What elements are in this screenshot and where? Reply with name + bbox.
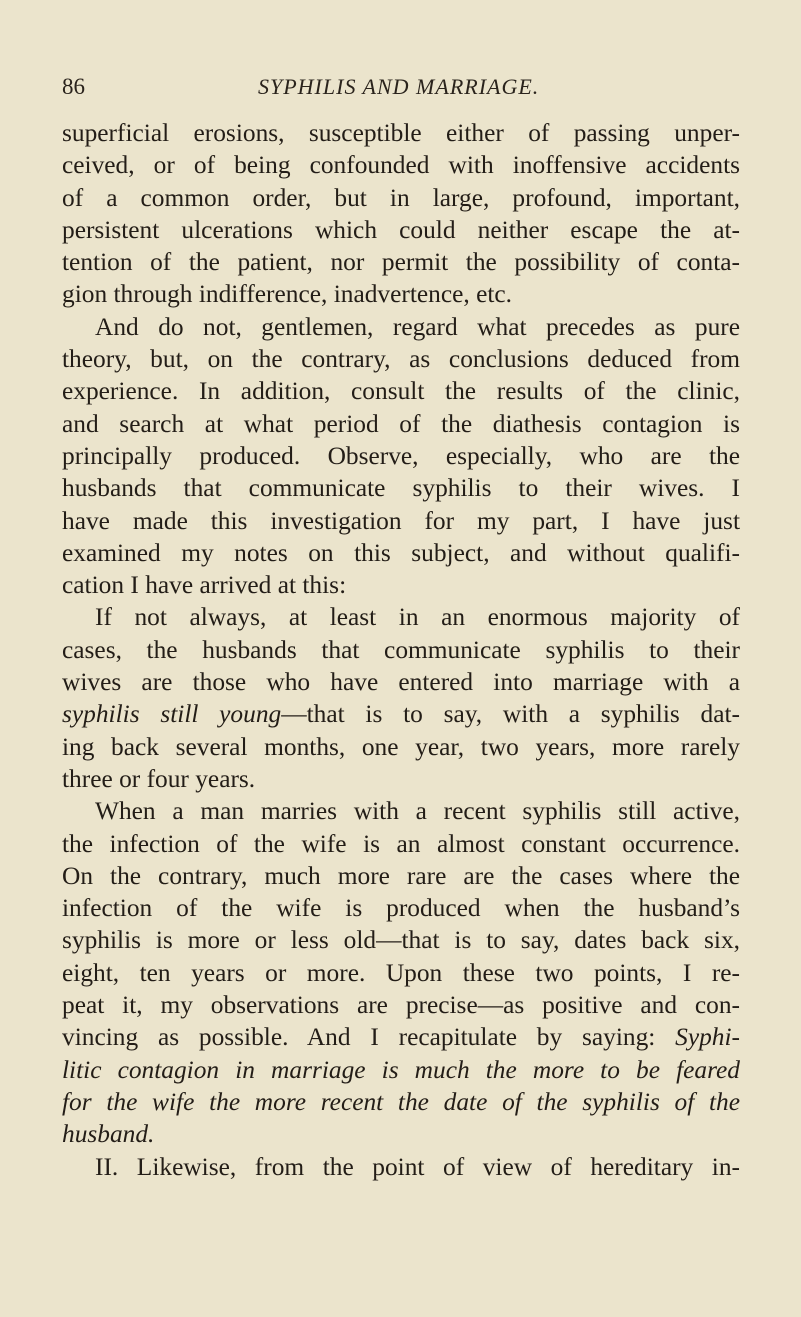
text-line: [62, 698, 740, 730]
text-segment: ceived, or of being confounded with inoffensive accidents: [62, 151, 740, 180]
text-line: [62, 1021, 740, 1053]
text-line: [62, 278, 740, 310]
page-number: 86: [62, 74, 85, 99]
text-segment: principally produced. Observe, especially, who are the: [62, 441, 740, 470]
text-line: [62, 795, 740, 827]
text-line: [62, 569, 740, 601]
text-segment: vincing as possible. And I recapitulate by saying:: [62, 1023, 676, 1052]
text-segment: theory, but, on the contrary, as conclusions deduced from: [62, 345, 740, 374]
body-text: [62, 117, 740, 1183]
text-segment: persistent ulcerations which could neither escape the at-: [62, 215, 740, 244]
text-segment: When a man marries with a recent syphilis still active,: [95, 797, 740, 826]
italic-text: litic contagion in marriage is much the more to be feared: [62, 1055, 740, 1084]
text-line: [62, 246, 740, 278]
text-line: [62, 117, 740, 149]
text-line: [62, 214, 740, 246]
page-header: [62, 74, 742, 114]
text-line: [62, 892, 740, 924]
text-line: [62, 957, 740, 989]
text-line: [62, 763, 740, 795]
text-segment: and search at what period of the diathesis contagion is: [62, 409, 740, 438]
text-line: [62, 828, 740, 860]
text-segment: peat it, my observations are precise—as positive and con-: [62, 991, 740, 1020]
italic-text: Syphi-: [675, 1023, 740, 1052]
text-line: [62, 634, 740, 666]
text-line: [62, 311, 740, 343]
text-segment: husbands that communicate syphilis to their wives. I: [62, 474, 740, 503]
text-segment: syphilis is more or less old—that is to say, dates back six,: [62, 926, 740, 955]
text-line: [62, 1054, 740, 1086]
text-segment: gion through indifference, inadvertence, etc.: [62, 280, 513, 309]
text-line: [62, 731, 740, 763]
text-line: [62, 537, 740, 569]
text-segment: And do not, gentlemen, regard what precedes as pure: [95, 312, 740, 341]
text-line: [62, 505, 740, 537]
italic-text: for the wife the more recent the date of the syphilis of the: [62, 1087, 740, 1116]
text-line: [62, 1151, 740, 1183]
italic-text: husband.: [62, 1120, 155, 1149]
text-segment: have made this investigation for my part, I have just: [62, 506, 740, 535]
text-line: [62, 989, 740, 1021]
text-line: [62, 924, 740, 956]
text-line: [62, 472, 740, 504]
text-segment: wives are those who have entered into marriage with a: [62, 668, 740, 697]
text-segment: of a common order, but in large, profound, important,: [62, 183, 740, 212]
text-line: [62, 601, 740, 633]
text-line: [62, 375, 740, 407]
text-segment: experience. In addition, consult the results of the clinic,: [62, 377, 740, 406]
text-segment: cases, the husbands that communicate syphilis to their: [62, 635, 740, 664]
text-line: [62, 1118, 740, 1150]
italic-text: syphilis still young: [62, 700, 282, 729]
text-line: [62, 666, 740, 698]
text-segment: infection of the wife is produced when the husband’s: [62, 894, 740, 923]
text-line: [62, 860, 740, 892]
text-segment: tention of the patient, nor permit the possibility of conta-: [62, 248, 740, 277]
text-segment: —that is to say, with a syphilis dat-: [281, 700, 740, 729]
text-line: [62, 408, 740, 440]
text-segment: eight, ten years or more. Upon these two points, I re-: [62, 958, 740, 987]
text-line: [62, 149, 740, 181]
text-segment: cation I have arrived at this:: [62, 571, 347, 600]
text-line: [62, 343, 740, 375]
text-line: [62, 1086, 740, 1118]
text-segment: three or four years.: [62, 764, 256, 793]
text-segment: the infection of the wife is an almost constant occurrence.: [62, 829, 740, 858]
text-segment: On the contrary, much more rare are the cases where the: [62, 861, 740, 890]
text-segment: II. Likewise, from the point of view of hereditary in-: [95, 1152, 740, 1181]
text-segment: ing back several months, one year, two years, more rarely: [62, 732, 740, 761]
text-segment: examined my notes on this subject, and without qualifi-: [62, 538, 740, 567]
text-line: [62, 182, 740, 214]
text-line: [62, 440, 740, 472]
running-title: SYPHILIS AND MARRIAGE.: [258, 74, 540, 99]
text-segment: If not always, at least in an enormous majority of: [95, 603, 740, 632]
text-segment: superficial erosions, susceptible either of passing unper-: [62, 119, 740, 147]
